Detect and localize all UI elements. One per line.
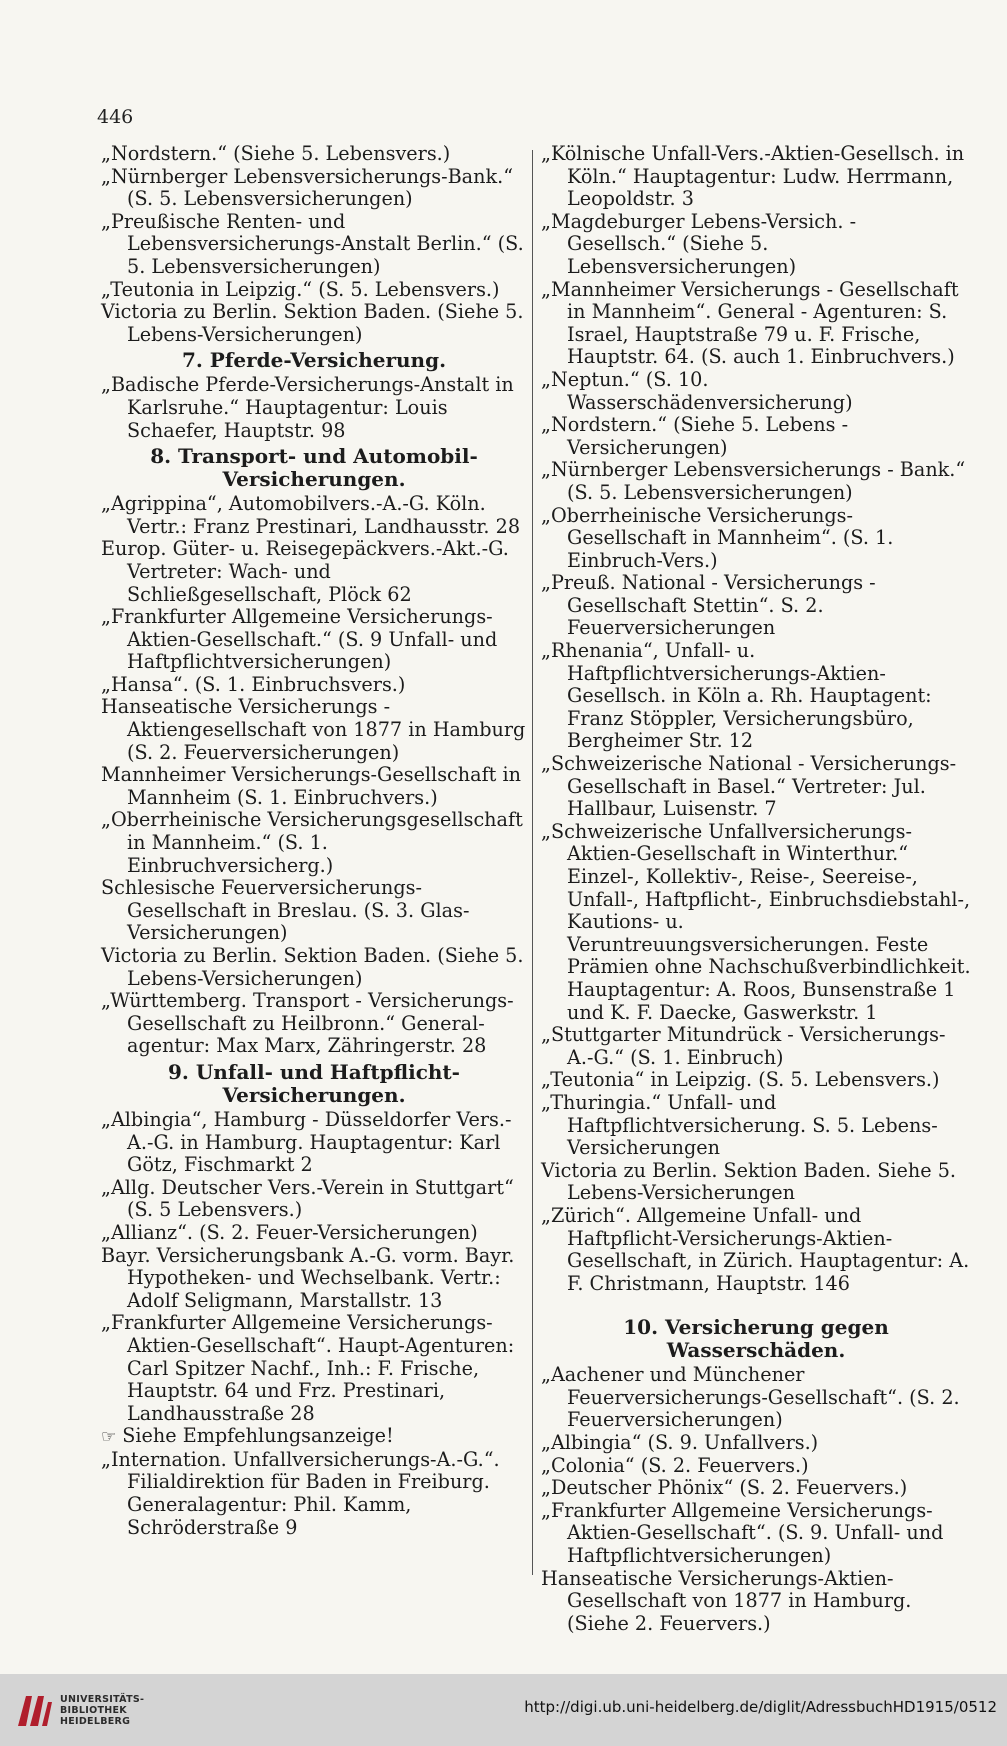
- section-heading: 10. Versicherung gegen Wasserschäden.: [623, 1315, 889, 1363]
- directory-entry: Bayr. Versicherungsbank A.-G. vorm. Bayr. Hypotheken- und Wechselbank. Vertr.: Adolf Seligmann, Marstallstr. 13: [101, 1243, 515, 1312]
- left-column: [101, 143, 527, 1539]
- directory-entry: „Nordstern.“ (Siehe 5. Lebensvers.): [101, 142, 451, 165]
- section-spacer: [541, 1295, 971, 1313]
- column-divider: [532, 150, 533, 1575]
- directory-entry: „Oberrheinische Versicherungsgesellschaft in Mannheim.“ (S. 1. Einbruchversicherg.): [101, 808, 523, 877]
- directory-entry: „Mannheimer Versicherungs - Gesellschaft in Mannheim“. General - Agenturen: S. Israel, Hauptstraße 79 u. F. Frische, Hauptstr. 64. (S. auch 1. Einbruchvers.): [541, 277, 959, 369]
- directory-entry: „Agrippina“, Automobilvers.-A.-G. Köln. Vertr.: Franz Prestinari, Landhausstr. 28: [101, 492, 521, 538]
- directory-entry: „Albingia“ (S. 9. Unfallvers.): [541, 1431, 819, 1455]
- note-text: Siehe Empfehlungsanzeige!: [122, 1424, 394, 1448]
- footer-bar: [0, 1674, 1007, 1746]
- directory-entry: „Zürich“. Allgemeine Unfall- und Haftpflicht-Versicherungs-Aktien-Gesellschaft, in Zürich. Hauptagentur: A. F. Christmann, Hauptstr. 146: [541, 1203, 970, 1295]
- directory-entry: „Frankfurter Allgemeine Versicherungs-Aktien-Gesellschaft“. (S. 9. Unfall- und Haftpflichtversicherungen): [541, 1498, 944, 1568]
- section-heading: 7. Pferde-Versicherung.: [181, 348, 447, 373]
- directory-entry: „Kölnische Unfall-Vers.-Aktien-Gesellsch. in Köln.“ Hauptagentur: Ludw. Herrmann, Leopoldstr. 3: [541, 142, 965, 211]
- directory-entry: „Frankfurter Allgemeine Versicherungs-Aktien-Gesellschaft“. Haupt-Agenturen: Carl Spitzer Nachf., Inh.: F. Frische, Hauptstr. 64 und Frz. Prestinari, Landhausstraße 28: [101, 1311, 515, 1425]
- directory-entry: „Preuß. National - Versicherungs - Gesellschaft Stettin“. S. 2. Feuerversicherungen: [541, 571, 876, 640]
- recommendation-note: [101, 1425, 527, 1449]
- directory-entry: „Thuringia.“ Unfall- und Haftpflichtversicherung. S. 5. Lebens-Versicherungen: [541, 1090, 938, 1160]
- directory-entry: „Magdeburger Lebens-Versich. - Gesellsch.“ (Siehe 5. Lebensversicherungen): [541, 209, 857, 278]
- pointing-hand-icon: ☞: [101, 1427, 117, 1448]
- directory-entry: „Hansa“. (S. 1. Einbruchsvers.): [101, 672, 406, 696]
- directory-entry: „Nürnberger Lebensversicherungs-Bank.“ (S. 5. Lebensversicherungen): [101, 164, 514, 211]
- directory-entry: „Allg. Deutscher Vers.-Verein in Stuttgart“ (S. 5 Lebensvers.): [101, 1175, 514, 1222]
- section-heading: 8. Transport- und Automobil-Versicherungen.: [150, 444, 478, 492]
- directory-entry: „Teutonia in Leipzig.“ (S. 5. Lebensvers.): [101, 277, 500, 301]
- directory-entry: „Neptun.“ (S. 10. Wasserschädenversicherung): [541, 367, 853, 414]
- directory-entry: „Rhenania“, Unfall- u. Haftpflichtversicherungs-Aktien-Gesellsch. in Köln a. Rh. Hauptagent: Franz Stöppler, Versicherungsbüro, Bergheimer Str. 12: [541, 639, 932, 753]
- directory-entry: „Internation. Unfallversicherungs-A.-G.“. Filialdirektion für Baden in Freiburg. Generalagentur: Phil. Kamm, Schröderstraße 9: [101, 1447, 500, 1539]
- directory-entry: „Aachener und Münchener Feuerversicherungs-Gesellschaft“. (S. 2. Feuerversicherungen): [541, 1363, 960, 1432]
- directory-entry: „Deutscher Phönix“ (S. 2. Feuervers.): [541, 1476, 908, 1500]
- directory-entry: „Frankfurter Allgemeine Versicherungs-Aktien-Gesellschaft.“ (S. 9 Unfall- und Haftpflichtversicherungen): [101, 605, 498, 674]
- directory-entry: „Schweizerische Unfallversicherungs-Aktien-Gesellschaft in Winterthur.“ Einzel-, Kollektiv-, Reise-, Seereise-, Unfall-, Haftpflicht-, Einbruchsdiebstahl-, Kautions- u. Veruntreuungsversicherungen. Feste Prämien ohne Nachschußverbindlichkeit. Hauptagentur: A. Roos, Bunsenstraße 1 und K. F. Daecke, Gaswerkstr. 1: [541, 819, 971, 1024]
- directory-entry: Schlesische Feuerversicherungs-Gesellschaft in Breslau. (S. 3. Glas-Versicherungen): [101, 876, 470, 945]
- directory-entry: Victoria zu Berlin. Sektion Baden. (Siehe 5. Lebens-Versicherungen): [101, 944, 524, 990]
- directory-entry: „Badische Pferde-Versicherungs-Anstalt in Karlsruhe.“ Hauptagentur: Louis Schaefer, Hauptstr. 98: [101, 373, 514, 442]
- directory-entry: „Teutonia“ in Leipzig. (S. 5. Lebensvers.): [541, 1068, 940, 1092]
- directory-entry: Victoria zu Berlin. Sektion Baden. Siehe 5. Lebens-Versicherungen: [541, 1158, 957, 1205]
- library-logo-text: [60, 1694, 144, 1727]
- logo-line: UNIVERSITÄTS-: [60, 1694, 145, 1705]
- logo-line: BIBLIOTHEK: [60, 1705, 127, 1716]
- directory-entry: „Preußische Renten- und Lebensversicherungs-Anstalt Berlin.“ (S. 5. Lebensversicherungen): [101, 209, 524, 278]
- directory-entry: „Colonia“ (S. 2. Feuervers.): [541, 1453, 809, 1477]
- source-url-link[interactable]: http://digi.ub.uni-heidelberg.de/diglit/AdressbuchHD1915/0512: [524, 1698, 997, 1716]
- directory-entry: Victoria zu Berlin. Sektion Baden. (Siehe 5. Lebens-Versicherungen): [101, 300, 524, 346]
- section-heading: 9. Unfall- und Haftpflicht-Versicherungen.: [168, 1059, 460, 1107]
- directory-entry: „Oberrheinische Versicherungs-Gesellschaft in Mannheim“. (S. 1. Einbruch-Vers.): [541, 503, 894, 572]
- directory-entry: Mannheimer Versicherungs-Gesellschaft in Mannheim (S. 1. Einbruchvers.): [101, 763, 521, 809]
- directory-entry: Hanseatische Versicherungs-Aktien-Gesellschaft von 1877 in Hamburg. (Siehe 2. Feuervers.): [541, 1566, 912, 1635]
- right-column: [541, 143, 971, 1635]
- directory-entry: „Schweizerische National - Versicherungs-Gesellschaft in Basel.“ Vertreter: Jul. Hallbaur, Luisenstr. 7: [541, 752, 957, 821]
- directory-entry: „Nürnberger Lebensversicherungs - Bank.“ (S. 5. Lebensversicherungen): [541, 458, 966, 504]
- directory-entry: Europ. Güter- u. Reisegepäckvers.-Akt.-G. Vertreter: Wach- und Schließgesellschaft, Plöck 62: [101, 537, 509, 606]
- directory-entry: „Stuttgarter Mitundrück - Versicherungs-A.-G.“ (S. 1. Einbruch): [541, 1023, 946, 1069]
- directory-entry: „Albingia“, Hamburg - Düsseldorfer Vers.-A.-G. in Hamburg. Hauptagentur: Karl Götz, Fischmarkt 2: [101, 1107, 512, 1177]
- logo-line: HEIDELBERG: [60, 1716, 131, 1727]
- directory-entry: „Nordstern.“ (Siehe 5. Lebens - Versicherungen): [541, 413, 849, 459]
- university-library-logo-icon: [12, 1688, 56, 1732]
- page-number: 446: [97, 106, 134, 128]
- directory-entry: Hanseatische Versicherungs - Aktiengesellschaft von 1877 in Hamburg (S. 2. Feuerversicherungen): [101, 695, 526, 764]
- directory-entry: „Württemberg. Transport - Versicherungs-Gesellschaft zu Heilbronn.“ General-agentur: Max Marx, Zähringerstr. 28: [101, 989, 514, 1058]
- directory-entry: „Allianz“. (S. 2. Feuer-Versicherungen): [101, 1220, 478, 1244]
